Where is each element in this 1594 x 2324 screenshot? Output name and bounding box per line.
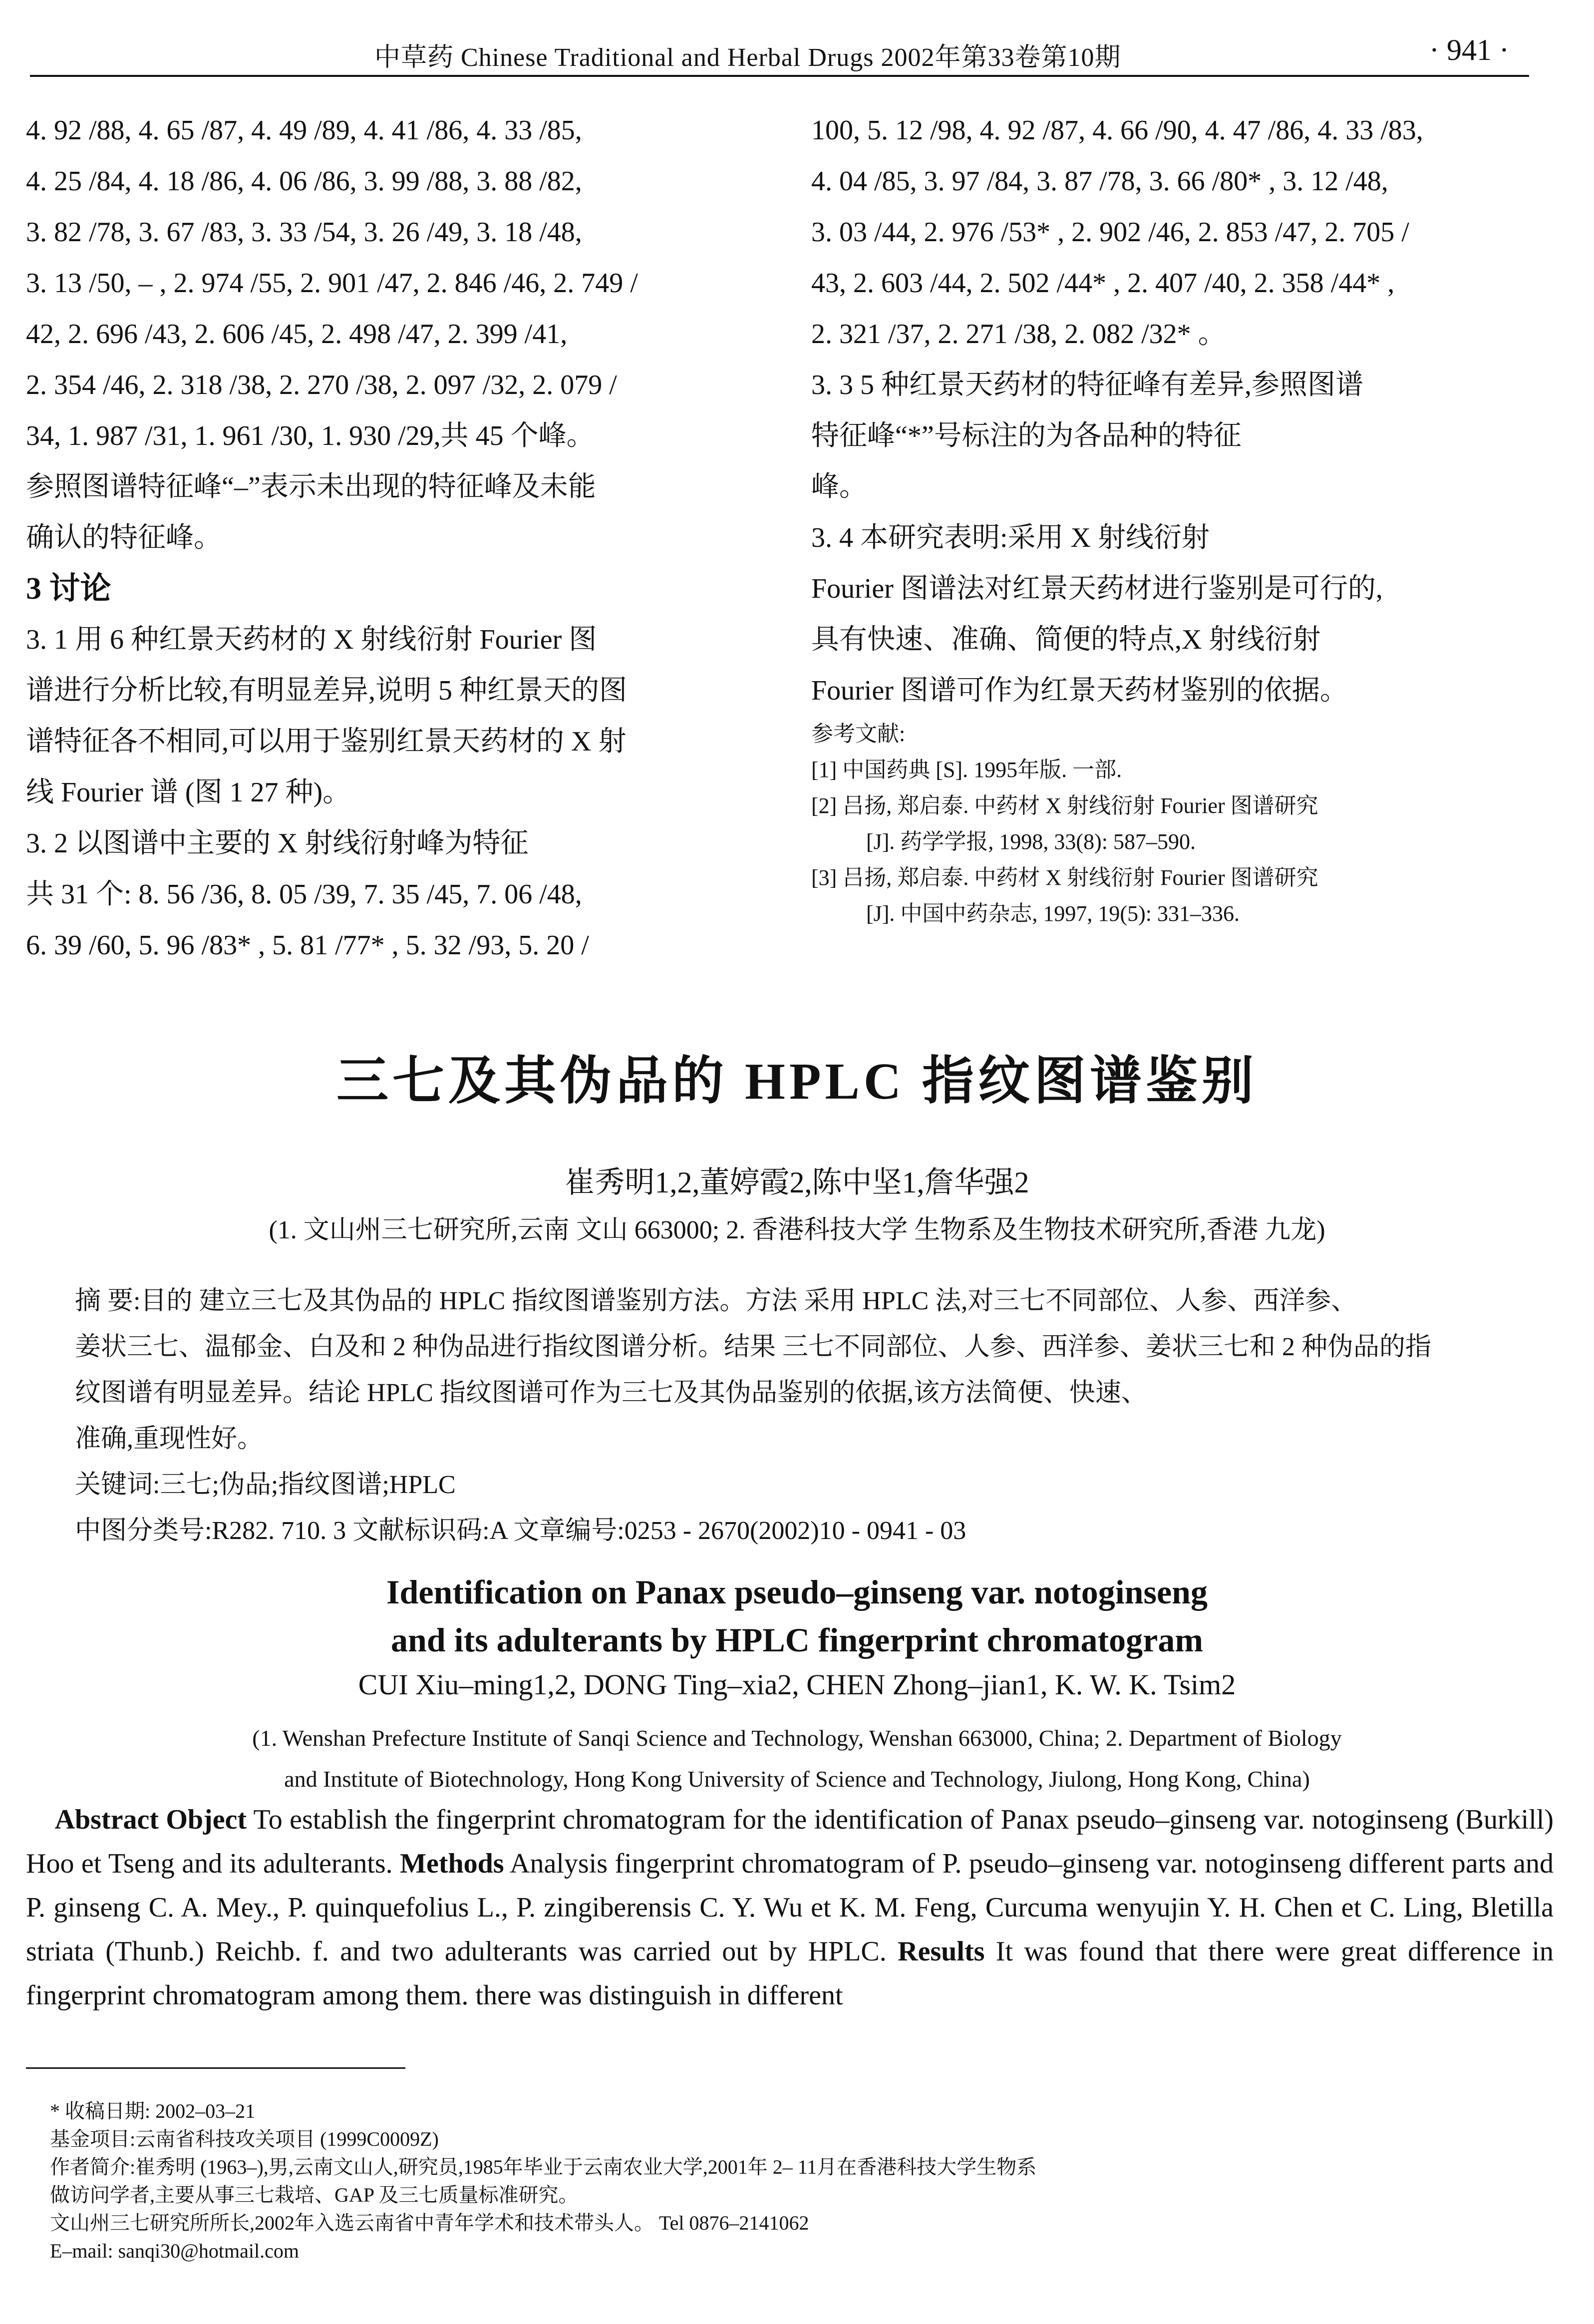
title-en-line: Identification on Panax pseudo–ginseng var. notoginseng — [386, 1573, 1208, 1611]
object-text: To establish the fingerprint chromatogram for the identification of Panax pseudo–ginseng var. notoginseng (Burkill) Hoo et Tseng and its adulterants. — [26, 1804, 1554, 1879]
footnote-line: * 收稿日期: 2002–03–21 — [50, 2100, 256, 2122]
abstract-cn-line: 姜状三七、温郁金、白及和 2 种伪品进行指纹图谱分析。结果 三七不同部位、人参、西洋参、姜状三七和 2 种伪品的指 — [75, 1333, 1432, 1361]
text-line: 4. 92 /88, 4. 65 /87, 4. 49 /89, 4. 41 /86, 4. 33 /85, — [26, 115, 582, 146]
text-line: 43, 2. 603 /44, 2. 502 /44* , 2. 407 /40, 2. 358 /44* , — [811, 268, 1395, 299]
text-line: 34, 1. 987 /31, 1. 961 /30, 1. 930 /29,共 45 个峰。 — [26, 420, 595, 451]
article-title-cn: 三七及其伪品的 HPLC 指纹图谱鉴别 — [336, 1053, 1258, 1110]
article-title-en — [0, 1568, 1594, 1664]
methods-text: Analysis fingerprint chromatogram of P. pseudo–ginseng var. notoginseng different parts and P. ginseng C. A. Mey., P. quinquefolius L., P. zingiberensis C. Y. Wu et K. M. Feng, Curcuma wenyujin Y. H. Chen et C. Ling, Bletilla striata (Thunb.) Reichb. f. and two adulterants was carried out by HPLC. — [26, 1848, 1554, 1967]
references-heading: 参考文献: — [811, 722, 906, 746]
left-column — [26, 105, 770, 971]
title-en-line: and its adulterants by HPLC fingerprint chromatogram — [391, 1621, 1203, 1659]
right-column — [811, 105, 1555, 932]
authors-cn: 崔秀明1,2,董婷霞2,陈中坚1,詹华强2 — [565, 1166, 1029, 1199]
methods-label: Methods — [400, 1848, 504, 1879]
affiliation-cn: (1. 文山州三七研究所,云南 文山 663000; 2. 香港科技大学 生物系及生物技术研究所,香港 九龙) — [269, 1216, 1325, 1244]
text-line: 3. 03 /44, 2. 976 /53* , 2. 902 /46, 2. 853 /47, 2. 705 / — [811, 217, 1409, 248]
footnote-rule — [26, 2067, 405, 2069]
text-line: 4. 04 /85, 3. 97 /84, 3. 87 /78, 3. 66 /80* , 3. 12 /48, — [811, 166, 1388, 197]
footnote-email: E–mail: sanqi30@hotmail.com — [50, 2240, 299, 2262]
text-line: 3. 2 以图谱中主要的 X 射线衍射峰为特征 — [26, 828, 529, 859]
page-number: · 941 · — [1429, 33, 1509, 66]
text-line: 6. 39 /60, 5. 96 /83* , 5. 81 /77* , 5. 32 /93, 5. 20 / — [26, 930, 589, 961]
affiliation-en-line: (1. Wenshan Prefecture Institute of Sanqi Science and Technology, Wenshan 663000, China; 2. Department of Biology — [252, 1725, 1342, 1751]
abstract-en — [26, 1798, 1554, 2017]
keywords-cn: 关键词:三七;伪品;指纹图谱;HPLC — [75, 1471, 456, 1499]
text-line: 3. 13 /50, – , 2. 974 /55, 2. 901 /47, 2. 846 /46, 2. 749 / — [26, 268, 638, 299]
text-line: 2. 321 /37, 2. 271 /38, 2. 082 /32* 。 — [811, 319, 1226, 350]
authors-en: CUI Xiu–ming1,2, DONG Ting–xia2, CHEN Zhong–jian1, K. W. K. Tsim2 — [358, 1668, 1236, 1701]
abstract-cn — [75, 1278, 1523, 1554]
abstract-cn-line: 摘 要:目的 建立三七及其伪品的 HPLC 指纹图谱鉴别方法。方法 采用 HPLC 法,对三七不同部位、人参、西洋参、 — [75, 1287, 1357, 1315]
text-line: 峰。 — [811, 471, 867, 502]
text-line: 共 31 个: 8. 56 /36, 8. 05 /39, 7. 35 /45, 7. 06 /48, — [26, 879, 582, 910]
results-label: Results — [898, 1936, 985, 1967]
references — [811, 716, 1555, 932]
footnote — [50, 2097, 1573, 2265]
abstract-en-paragraph — [26, 1798, 1554, 2017]
affiliation-en — [0, 1718, 1594, 1800]
text-line: 谱进行分析比较,有明显差异,说明 5 种红景天的图 — [26, 675, 627, 706]
text-line: 3. 3 5 种红景天药材的特征峰有差异,参照图谱 — [811, 370, 1363, 400]
text-line: 谱特征各不相同,可以用于鉴别红景天药材的 X 射 — [26, 726, 627, 757]
text-line: 特征峰“*”号标注的为各品种的特征 — [811, 420, 1242, 451]
reference-item: [1] 中国药典 [S]. 1995年版. 一部. — [811, 758, 1122, 782]
object-label: Object — [166, 1804, 247, 1835]
abstract-cn-line: 纹图谱有明显差异。结论 HPLC 指纹图谱可作为三七及其伪品鉴别的依据,该方法简便、快速、 — [75, 1379, 1147, 1407]
classification-line: 中图分类号:R282. 710. 3 文献标识码:A 文章编号:0253 - 2670(2002)10 - 0941 - 03 — [75, 1517, 966, 1545]
reference-item: [3] 吕扬, 郑启泰. 中药材 X 射线衍射 Fourier 图谱研究 — [811, 865, 1318, 890]
section-heading: 3 讨论 — [26, 572, 111, 606]
abstract-cn-line: 准确,重现性好。 — [75, 1425, 264, 1453]
text-line: Fourier 图谱法对红景天药材进行鉴别是可行的, — [811, 573, 1383, 604]
text-line: Fourier 图谱可作为红景天药材鉴别的依据。 — [811, 675, 1348, 706]
running-header — [30, 30, 1529, 77]
footnote-line: 作者简介:崔秀明 (1963–),男,云南文山人,研究员,1985年毕业于云南农业大学,2001年 2– 11月在香港科技大学生物系 — [50, 2156, 1037, 2178]
text-line: 3. 1 用 6 种红景天药材的 X 射线衍射 Fourier 图 — [26, 624, 597, 655]
footnote-line: 做访问学者,主要从事三七栽培、GAP 及三七质量标准研究。 — [50, 2184, 579, 2206]
text-line: 2. 354 /46, 2. 318 /38, 2. 270 /38, 2. 097 /32, 2. 079 / — [26, 370, 617, 400]
footnote-line: 基金项目:云南省科技攻关项目 (1999C0009Z) — [50, 2128, 439, 2150]
text-line: 100, 5. 12 /98, 4. 92 /87, 4. 66 /90, 4. 47 /86, 4. 33 /83, — [811, 115, 1423, 146]
text-line: 3. 82 /78, 3. 67 /83, 3. 33 /54, 3. 26 /49, 3. 18 /48, — [26, 217, 582, 248]
text-line: 确认的特征峰。 — [26, 522, 222, 553]
abstract-label: Abstract — [54, 1804, 159, 1835]
text-line: 42, 2. 696 /43, 2. 606 /45, 2. 498 /47, 2. 399 /41, — [26, 319, 568, 350]
text-line: 线 Fourier 谱 (图 1 27 种)。 — [26, 777, 351, 808]
results-text: It was found that there were great difference in fingerprint chromatogram among them. there was distinguish in different — [26, 1936, 1554, 2011]
footnote-line: 文山州三七研究所所长,2002年入选云南省中青年学术和技术带头人。 Tel 0876–2141062 — [50, 2212, 809, 2234]
reference-continuation: [J]. 中国中药杂志, 1997, 19(5): 331–336. — [866, 901, 1240, 926]
affiliation-en-line: and Institute of Biotechnology, Hong Kong University of Science and Technology, Jiulong, Hong Kong, China) — [284, 1766, 1310, 1792]
reference-continuation: [J]. 药学学报, 1998, 33(8): 587–590. — [866, 829, 1196, 854]
text-line: 3. 4 本研究表明:采用 X 射线衍射 — [811, 522, 1210, 553]
reference-item: [2] 吕扬, 郑启泰. 中药材 X 射线衍射 Fourier 图谱研究 — [811, 793, 1318, 818]
text-line: 参照图谱特征峰“–”表示未出现的特征峰及未能 — [26, 471, 596, 502]
journal-name: 中草药 Chinese Traditional and Herbal Drugs 2002年第33卷第10期 — [374, 43, 1121, 72]
text-line: 具有快速、准确、简便的特点,X 射线衍射 — [811, 624, 1321, 655]
text-line: 4. 25 /84, 4. 18 /86, 4. 06 /86, 3. 99 /88, 3. 88 /82, — [26, 166, 582, 197]
